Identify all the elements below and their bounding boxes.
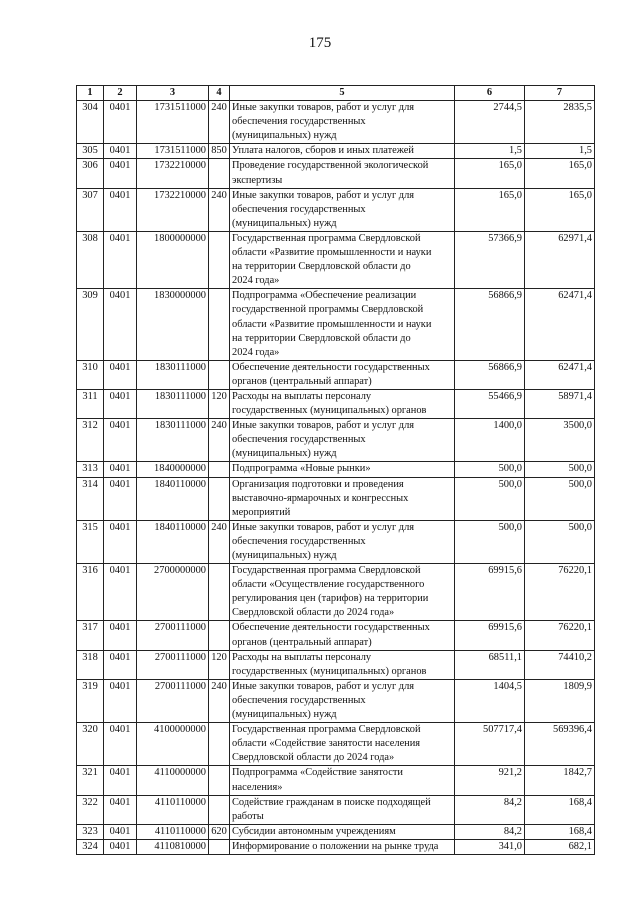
item-name: Обеспечение деятельности государственных органов (центральный аппарат): [230, 360, 455, 389]
table-row: [77, 723, 595, 766]
column-header: 3: [137, 86, 209, 101]
expense-type-code: 120: [209, 650, 230, 679]
amount-col6: 500,0: [455, 462, 525, 477]
section-code: 0401: [104, 231, 137, 288]
amount-col6: 56866,9: [455, 360, 525, 389]
row-number: 319: [77, 679, 104, 722]
row-number: 307: [77, 188, 104, 231]
target-article-code: 1830111000: [137, 360, 209, 389]
item-name: Подпрограмма «Содействие занятости населения»: [230, 766, 455, 795]
section-code: 0401: [104, 477, 137, 520]
item-name: Подпрограмма «Обеспечение реализации государственной программы Свердловской области «Развитие промышленности и науки на территории Свердловской области до 2024 года»: [230, 289, 455, 360]
item-name: Иные закупки товаров, работ и услуг для обеспечения государственных (муниципальных) нужд: [230, 419, 455, 462]
table-row: [77, 839, 595, 854]
row-number: 313: [77, 462, 104, 477]
section-code: 0401: [104, 650, 137, 679]
amount-col7: 500,0: [525, 520, 595, 563]
table-row: [77, 188, 595, 231]
amount-col7: 74410,2: [525, 650, 595, 679]
target-article-code: 2700000000: [137, 564, 209, 621]
target-article-code: 4110110000: [137, 795, 209, 824]
target-article-code: 4110110000: [137, 824, 209, 839]
table-row: [77, 795, 595, 824]
column-header: 2: [104, 86, 137, 101]
table-row: [77, 231, 595, 288]
section-code: 0401: [104, 723, 137, 766]
expense-type-code: 120: [209, 389, 230, 418]
item-name: Государственная программа Свердловской области «Содействие занятости населения Свердловской области до 2024 года»: [230, 723, 455, 766]
section-code: 0401: [104, 188, 137, 231]
section-code: 0401: [104, 360, 137, 389]
row-number: 318: [77, 650, 104, 679]
section-code: 0401: [104, 564, 137, 621]
amount-col7: 62471,4: [525, 360, 595, 389]
amount-col7: 2835,5: [525, 101, 595, 144]
item-name: Информирование о положении на рынке труда: [230, 839, 455, 854]
item-name: Иные закупки товаров, работ и услуг для обеспечения государственных (муниципальных) нужд: [230, 520, 455, 563]
section-code: 0401: [104, 462, 137, 477]
row-number: 316: [77, 564, 104, 621]
target-article-code: 2700111000: [137, 621, 209, 650]
target-article-code: 1830111000: [137, 389, 209, 418]
amount-col7: 168,4: [525, 795, 595, 824]
column-header: 5: [230, 86, 455, 101]
item-name: Подпрограмма «Новые рынки»: [230, 462, 455, 477]
amount-col6: 57366,9: [455, 231, 525, 288]
page-number: 175: [308, 35, 332, 51]
table-row: [77, 419, 595, 462]
row-number: 320: [77, 723, 104, 766]
column-header: 1: [77, 86, 104, 101]
target-article-code: 1840110000: [137, 477, 209, 520]
expense-type-code: 850: [209, 144, 230, 159]
row-number: 324: [77, 839, 104, 854]
expense-type-code: [209, 477, 230, 520]
amount-col7: 500,0: [525, 462, 595, 477]
row-number: 322: [77, 795, 104, 824]
expense-type-code: [209, 231, 230, 288]
amount-col7: 58971,4: [525, 389, 595, 418]
amount-col6: 500,0: [455, 477, 525, 520]
amount-col6: 921,2: [455, 766, 525, 795]
expense-type-code: 240: [209, 520, 230, 563]
column-header: 7: [525, 86, 595, 101]
target-article-code: 4100000000: [137, 723, 209, 766]
target-article-code: 1840110000: [137, 520, 209, 563]
expense-type-code: [209, 839, 230, 854]
table-row: [77, 360, 595, 389]
expense-type-code: 620: [209, 824, 230, 839]
table-row: [77, 650, 595, 679]
amount-col6: 500,0: [455, 520, 525, 563]
table-row: [77, 289, 595, 360]
expense-type-code: 240: [209, 188, 230, 231]
amount-col7: 1,5: [525, 144, 595, 159]
item-name: Иные закупки товаров, работ и услуг для обеспечения государственных (муниципальных) нужд: [230, 188, 455, 231]
amount-col7: 62971,4: [525, 231, 595, 288]
amount-col7: 3500,0: [525, 419, 595, 462]
amount-col6: 68511,1: [455, 650, 525, 679]
amount-col7: 76220,1: [525, 621, 595, 650]
amount-col6: 56866,9: [455, 289, 525, 360]
target-article-code: 2700111000: [137, 679, 209, 722]
item-name: Обеспечение деятельности государственных органов (центральный аппарат): [230, 621, 455, 650]
amount-col7: 62471,4: [525, 289, 595, 360]
amount-col6: 69915,6: [455, 564, 525, 621]
expense-type-code: [209, 621, 230, 650]
amount-col6: 84,2: [455, 795, 525, 824]
column-header: 4: [209, 86, 230, 101]
table-row: [77, 520, 595, 563]
item-name: Содействие гражданам в поиске подходящей работы: [230, 795, 455, 824]
table-row: [77, 101, 595, 144]
amount-col7: 500,0: [525, 477, 595, 520]
table-row: [77, 679, 595, 722]
budget-table: [76, 85, 595, 855]
section-code: 0401: [104, 289, 137, 360]
section-code: 0401: [104, 159, 137, 188]
table-row: [77, 766, 595, 795]
expense-type-code: 240: [209, 419, 230, 462]
section-code: 0401: [104, 766, 137, 795]
amount-col6: 507717,4: [455, 723, 525, 766]
item-name: Организация подготовки и проведения выставочно-ярмарочных и конгрессных мероприятий: [230, 477, 455, 520]
expense-type-code: [209, 159, 230, 188]
expense-type-code: [209, 564, 230, 621]
amount-col6: 55466,9: [455, 389, 525, 418]
section-code: 0401: [104, 101, 137, 144]
row-number: 304: [77, 101, 104, 144]
item-name: Субсидии автономным учреждениям: [230, 824, 455, 839]
amount-col7: 682,1: [525, 839, 595, 854]
section-code: 0401: [104, 824, 137, 839]
target-article-code: 1732210000: [137, 159, 209, 188]
item-name: Расходы на выплаты персоналу государственных (муниципальных) органов: [230, 389, 455, 418]
row-number: 308: [77, 231, 104, 288]
section-code: 0401: [104, 520, 137, 563]
row-number: 310: [77, 360, 104, 389]
row-number: 309: [77, 289, 104, 360]
target-article-code: 1731511000: [137, 144, 209, 159]
table-row: [77, 159, 595, 188]
item-name: Государственная программа Свердловской области «Осуществление государственного регулирования цен (тарифов) на территории Свердловской области до 2024 года»: [230, 564, 455, 621]
row-number: 312: [77, 419, 104, 462]
expense-type-code: [209, 462, 230, 477]
target-article-code: 4110810000: [137, 839, 209, 854]
amount-col6: 69915,6: [455, 621, 525, 650]
row-number: 311: [77, 389, 104, 418]
table-row: [77, 564, 595, 621]
amount-col7: 168,4: [525, 824, 595, 839]
expense-type-code: 240: [209, 679, 230, 722]
amount-col6: 165,0: [455, 159, 525, 188]
row-number: 317: [77, 621, 104, 650]
amount-col6: 1404,5: [455, 679, 525, 722]
section-code: 0401: [104, 621, 137, 650]
row-number: 321: [77, 766, 104, 795]
section-code: 0401: [104, 679, 137, 722]
target-article-code: 1732210000: [137, 188, 209, 231]
expense-type-code: [209, 289, 230, 360]
row-number: 314: [77, 477, 104, 520]
expense-type-code: [209, 766, 230, 795]
amount-col7: 1809,9: [525, 679, 595, 722]
row-number: 323: [77, 824, 104, 839]
target-article-code: 1830000000: [137, 289, 209, 360]
amount-col7: 569396,4: [525, 723, 595, 766]
item-name: Иные закупки товаров, работ и услуг для обеспечения государственных (муниципальных) нужд: [230, 679, 455, 722]
item-name: Расходы на выплаты персоналу государственных (муниципальных) органов: [230, 650, 455, 679]
item-name: Проведение государственной экологической экспертизы: [230, 159, 455, 188]
table-row: [77, 389, 595, 418]
expense-type-code: 240: [209, 101, 230, 144]
target-article-code: 1830111000: [137, 419, 209, 462]
row-number: 306: [77, 159, 104, 188]
target-article-code: 4110000000: [137, 766, 209, 795]
row-number: 305: [77, 144, 104, 159]
amount-col6: 1400,0: [455, 419, 525, 462]
table-row: [77, 462, 595, 477]
item-name: Государственная программа Свердловской области «Развитие промышленности и науки на территории Свердловской области до 2024 года»: [230, 231, 455, 288]
target-article-code: 1840000000: [137, 462, 209, 477]
column-header: 6: [455, 86, 525, 101]
item-name: Уплата налогов, сборов и иных платежей: [230, 144, 455, 159]
amount-col6: 84,2: [455, 824, 525, 839]
target-article-code: 1731511000: [137, 101, 209, 144]
section-code: 0401: [104, 419, 137, 462]
amount-col7: 165,0: [525, 159, 595, 188]
section-code: 0401: [104, 144, 137, 159]
section-code: 0401: [104, 795, 137, 824]
amount-col6: 2744,5: [455, 101, 525, 144]
section-code: 0401: [104, 389, 137, 418]
amount-col6: 341,0: [455, 839, 525, 854]
table-row: [77, 144, 595, 159]
table-row: [77, 477, 595, 520]
item-name: Иные закупки товаров, работ и услуг для обеспечения государственных (муниципальных) нужд: [230, 101, 455, 144]
amount-col6: 1,5: [455, 144, 525, 159]
table-row: [77, 824, 595, 839]
row-number: 315: [77, 520, 104, 563]
amount-col7: 165,0: [525, 188, 595, 231]
expense-type-code: [209, 795, 230, 824]
amount-col6: 165,0: [455, 188, 525, 231]
expense-type-code: [209, 723, 230, 766]
amount-col7: 1842,7: [525, 766, 595, 795]
expense-type-code: [209, 360, 230, 389]
target-article-code: 2700111000: [137, 650, 209, 679]
section-code: 0401: [104, 839, 137, 854]
table-row: [77, 621, 595, 650]
target-article-code: 1800000000: [137, 231, 209, 288]
amount-col7: 76220,1: [525, 564, 595, 621]
header-row: [77, 86, 595, 101]
